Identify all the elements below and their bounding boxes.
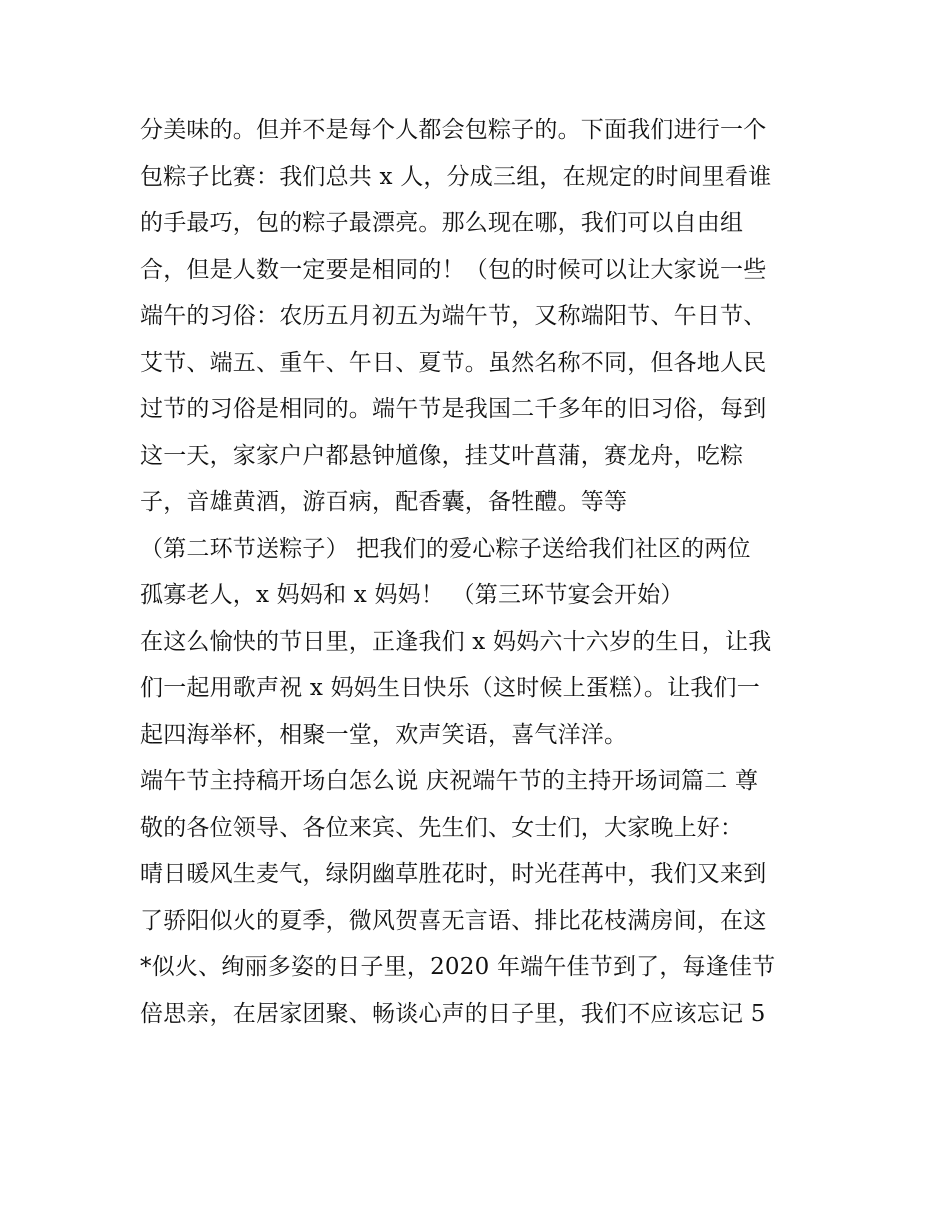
- text-line: 孤寡老人，x 妈妈和 x 妈妈！ （第三环节宴会开始）: [140, 582, 684, 608]
- text-line: （第二环节送粽子） 把我们的爱心粽子送给我们社区的两位: [140, 535, 751, 562]
- text-line: 艾节、端五、重午、午日、夏节。虽然名称不同，但各地人民: [140, 349, 767, 376]
- document-body: [140, 107, 820, 1037]
- text-line: 分美味的。但并不是每个人都会包粽子的。下面我们进行一个: [140, 117, 767, 143]
- text-line: 们一起用歌声祝 x 妈妈生日快乐（这时候上蛋糕）。让我们一: [140, 675, 760, 701]
- text-line: 这一天，家家户户都悬钟馗像，挂艾叶菖蒲，赛龙舟，吃粽: [140, 442, 744, 469]
- text-line: 起四海举杯，相聚一堂，欢声笑语，喜气洋洋。: [140, 721, 628, 748]
- text-line: *似火、绚丽多姿的日子里，2020 年端午佳节到了，每逢佳节: [140, 954, 776, 980]
- text-line: 敬的各位领导、各位来宾、先生们、女士们，大家晚上好：: [140, 814, 744, 841]
- text-line: 了骄阳似火的夏季，微风贺喜无言语、排比花枝满房间，在这: [140, 907, 767, 934]
- text-line: 的手最巧，包的粽子最漂亮。那么现在哪，我们可以自由组: [140, 210, 744, 236]
- text-line: 过节的习俗是相同的。端午节是我国二千多年的旧习俗，每到: [140, 396, 767, 422]
- text-line: 晴日暖风生麦气，绿阴幽草胜花时，时光荏苒中，我们又来到: [140, 861, 767, 887]
- text-line: 端午的习俗：农历五月初五为端午节，又称端阳节、午日节、: [140, 303, 767, 329]
- text-line: 合，但是人数一定要是相同的！（包的时候可以让大家说一些: [140, 256, 767, 283]
- text-line: 包粽子比赛：我们总共 x 人，分成三组，在规定的时间里看谁: [140, 163, 772, 190]
- text-line: 在这么愉快的节日里，正逢我们 x 妈妈六十六岁的生日，让我: [140, 628, 772, 655]
- text-line: 端午节主持稿开场白怎么说 庆祝端午节的主持开场词篇二 尊: [140, 768, 759, 794]
- text-line: 倍思亲，在居家团聚、畅谈心声的日子里，我们不应该忘记 5: [140, 1000, 766, 1027]
- text-line: 子，音雄黄酒，游百病，配香囊，备牲醴。等等: [140, 489, 628, 515]
